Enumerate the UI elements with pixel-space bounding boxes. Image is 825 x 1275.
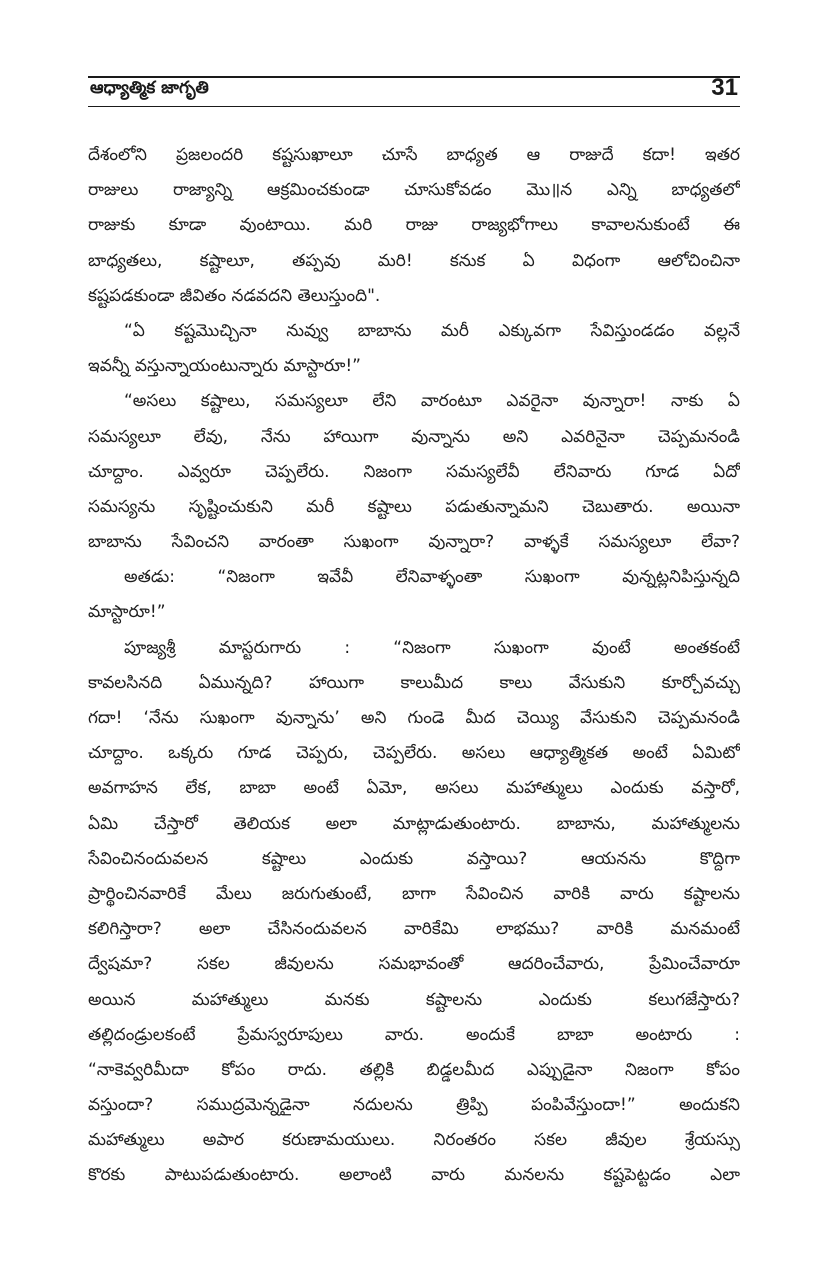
text-line: సమస్యను సృష్టించుకుని మరీ కష్టాలు పడుతున్నామని చెబుతారు. అయినా — [88, 496, 740, 517]
running-title: ఆధ్యాత్మిక జాగృతి — [90, 78, 209, 98]
text-line: కష్టపడకుండా జీవితం నడవదని తెలుస్తుంది". — [88, 285, 381, 306]
text-line: అవగాహన లేక, బాబా అంటే ఏమో, అసలు మహాత్ములు ఎందుకు వస్తారో, — [88, 778, 740, 799]
text-line: అయిన మహాత్ములు మనకు కష్టాలను ఎందుకు కలుగజేస్తారు? — [88, 989, 740, 1010]
page-header — [88, 74, 740, 108]
text-line: మాస్టారూ!” — [88, 602, 166, 623]
text-line: “నాకెవ్వరిమీదా కోపం రాదు. తల్లికి బిడ్డలమీద ఎప్పుడైనా నిజంగా కోపం — [88, 1059, 740, 1080]
text-line: గదా! ‘నేను సుఖంగా వున్నాను’ అని గుండె మీద చెయ్యి వేసుకుని చెప్పమనండి — [88, 708, 740, 728]
text-line: సేవించినందువలన కష్టాలు ఎందుకు వస్తాయి? ఆయనను కొద్దిగా — [88, 848, 740, 869]
text-line: ఇవన్నీ వస్తున్నాయంటున్నారు మాస్టారూ!” — [88, 356, 361, 377]
text-line: రాజులు రాజ్యాన్ని ఆక్రమించకుండా చూసుకోవడం మొ॥న ఎన్ని బాధ్యతలో — [88, 180, 740, 201]
body-text — [88, 138, 740, 1194]
text-line: చూద్దాం. ఒక్కరు గూడ చెప్పరు, చెప్పలేరు. అసలు ఆధ్యాత్మికత అంటే ఏమిటో — [88, 743, 740, 764]
page-number: 31 — [711, 74, 738, 101]
header-rule-bottom — [88, 106, 740, 107]
text-line: మహాత్ములు అపార కరుణామయులు. నిరంతరం సకల జీవుల శ్రేయస్సు — [88, 1130, 740, 1151]
text-line: “ఏ కష్టమొచ్చినా నువ్వు బాబాను మరీ ఎక్కువగా సేవిస్తుండడం వల్లనే — [124, 320, 740, 341]
text-line: పూజ్యశ్రీ మాస్టరుగారు : “నిజంగా సుఖంగా వుంటే అంతకంటే — [124, 637, 740, 658]
text-line: సమస్యలూ లేవు, నేను హాయిగా వున్నాను అని ఎవరినైనా చెప్పమనండి — [88, 426, 740, 447]
text-line: “అసలు కష్టాలు, సమస్యలూ లేని వారంటూ ఎవరైనా వున్నారా! నాకు ఏ — [124, 391, 740, 412]
text-line: కొరకు పాటుపడుతుంటారు. అలాంటి వారు మనలను కష్టపెట్టడం ఎలా — [88, 1165, 740, 1186]
text-line: చూద్దాం. ఎవ్వరూ చెప్పలేరు. నిజంగా సమస్యలేవీ లేనివారు గూడ ఏదో — [88, 461, 740, 482]
text-line: ఏమి చేస్తారో తెలియక అలా మాట్లాడుతుంటారు. బాబాను, మహాత్ములను — [88, 813, 740, 834]
text-line: ద్వేషమా? సకల జీవులను సమభావంతో ఆదరించేవారు, ప్రేమించేవారూ — [88, 954, 740, 975]
text-line: అతడు: “నిజంగా ఇవేవీ లేనివాళ్ళంతా సుఖంగా వున్నట్లనిపిస్తున్నది — [124, 567, 740, 588]
text-line: వస్తుందా? సముద్రమెన్నడైనా నదులను త్రిప్పి పంపివేస్తుందా!” అందుకని — [88, 1095, 740, 1116]
text-line: కలిగిస్తారా? అలా చేసినందువలన వారికేమి లాభము? వారికి మనమంటే — [88, 919, 740, 940]
text-line: తల్లిదండ్రులకంటే ప్రేమస్వరూపులు వారు. అందుకే బాబా అంటారు : — [88, 1024, 740, 1045]
text-line: బాబాను సేవించని వారంతా సుఖంగా వున్నారా? వాళ్ళకే సమస్యలూ లేవా? — [88, 532, 740, 553]
text-line: కావలసినది ఏమున్నది? హాయిగా కాలుమీద కాలు వేసుకుని కూర్చోవచ్చు — [88, 672, 740, 693]
text-line: ప్రార్థించినవారికే మేలు జరుగుతుంటే, బాగా సేవించిన వారికి వారు కష్టాలను — [88, 883, 740, 904]
text-line: దేశంలోని ప్రజలందరి కష్టసుఖాలూ చూసే బాధ్యత ఆ రాజుదే కదా! ఇతర — [88, 145, 740, 165]
text-line: రాజుకు కూడా వుంటాయి. మరి రాజు రాజ్యభోగాలు కావాలనుకుంటే ఈ — [88, 215, 740, 236]
text-line: బాధ్యతలు, కష్టాలూ, తప్పవు మరి! కనుక ఏ విధంగా ఆలోచించినా — [88, 250, 740, 271]
